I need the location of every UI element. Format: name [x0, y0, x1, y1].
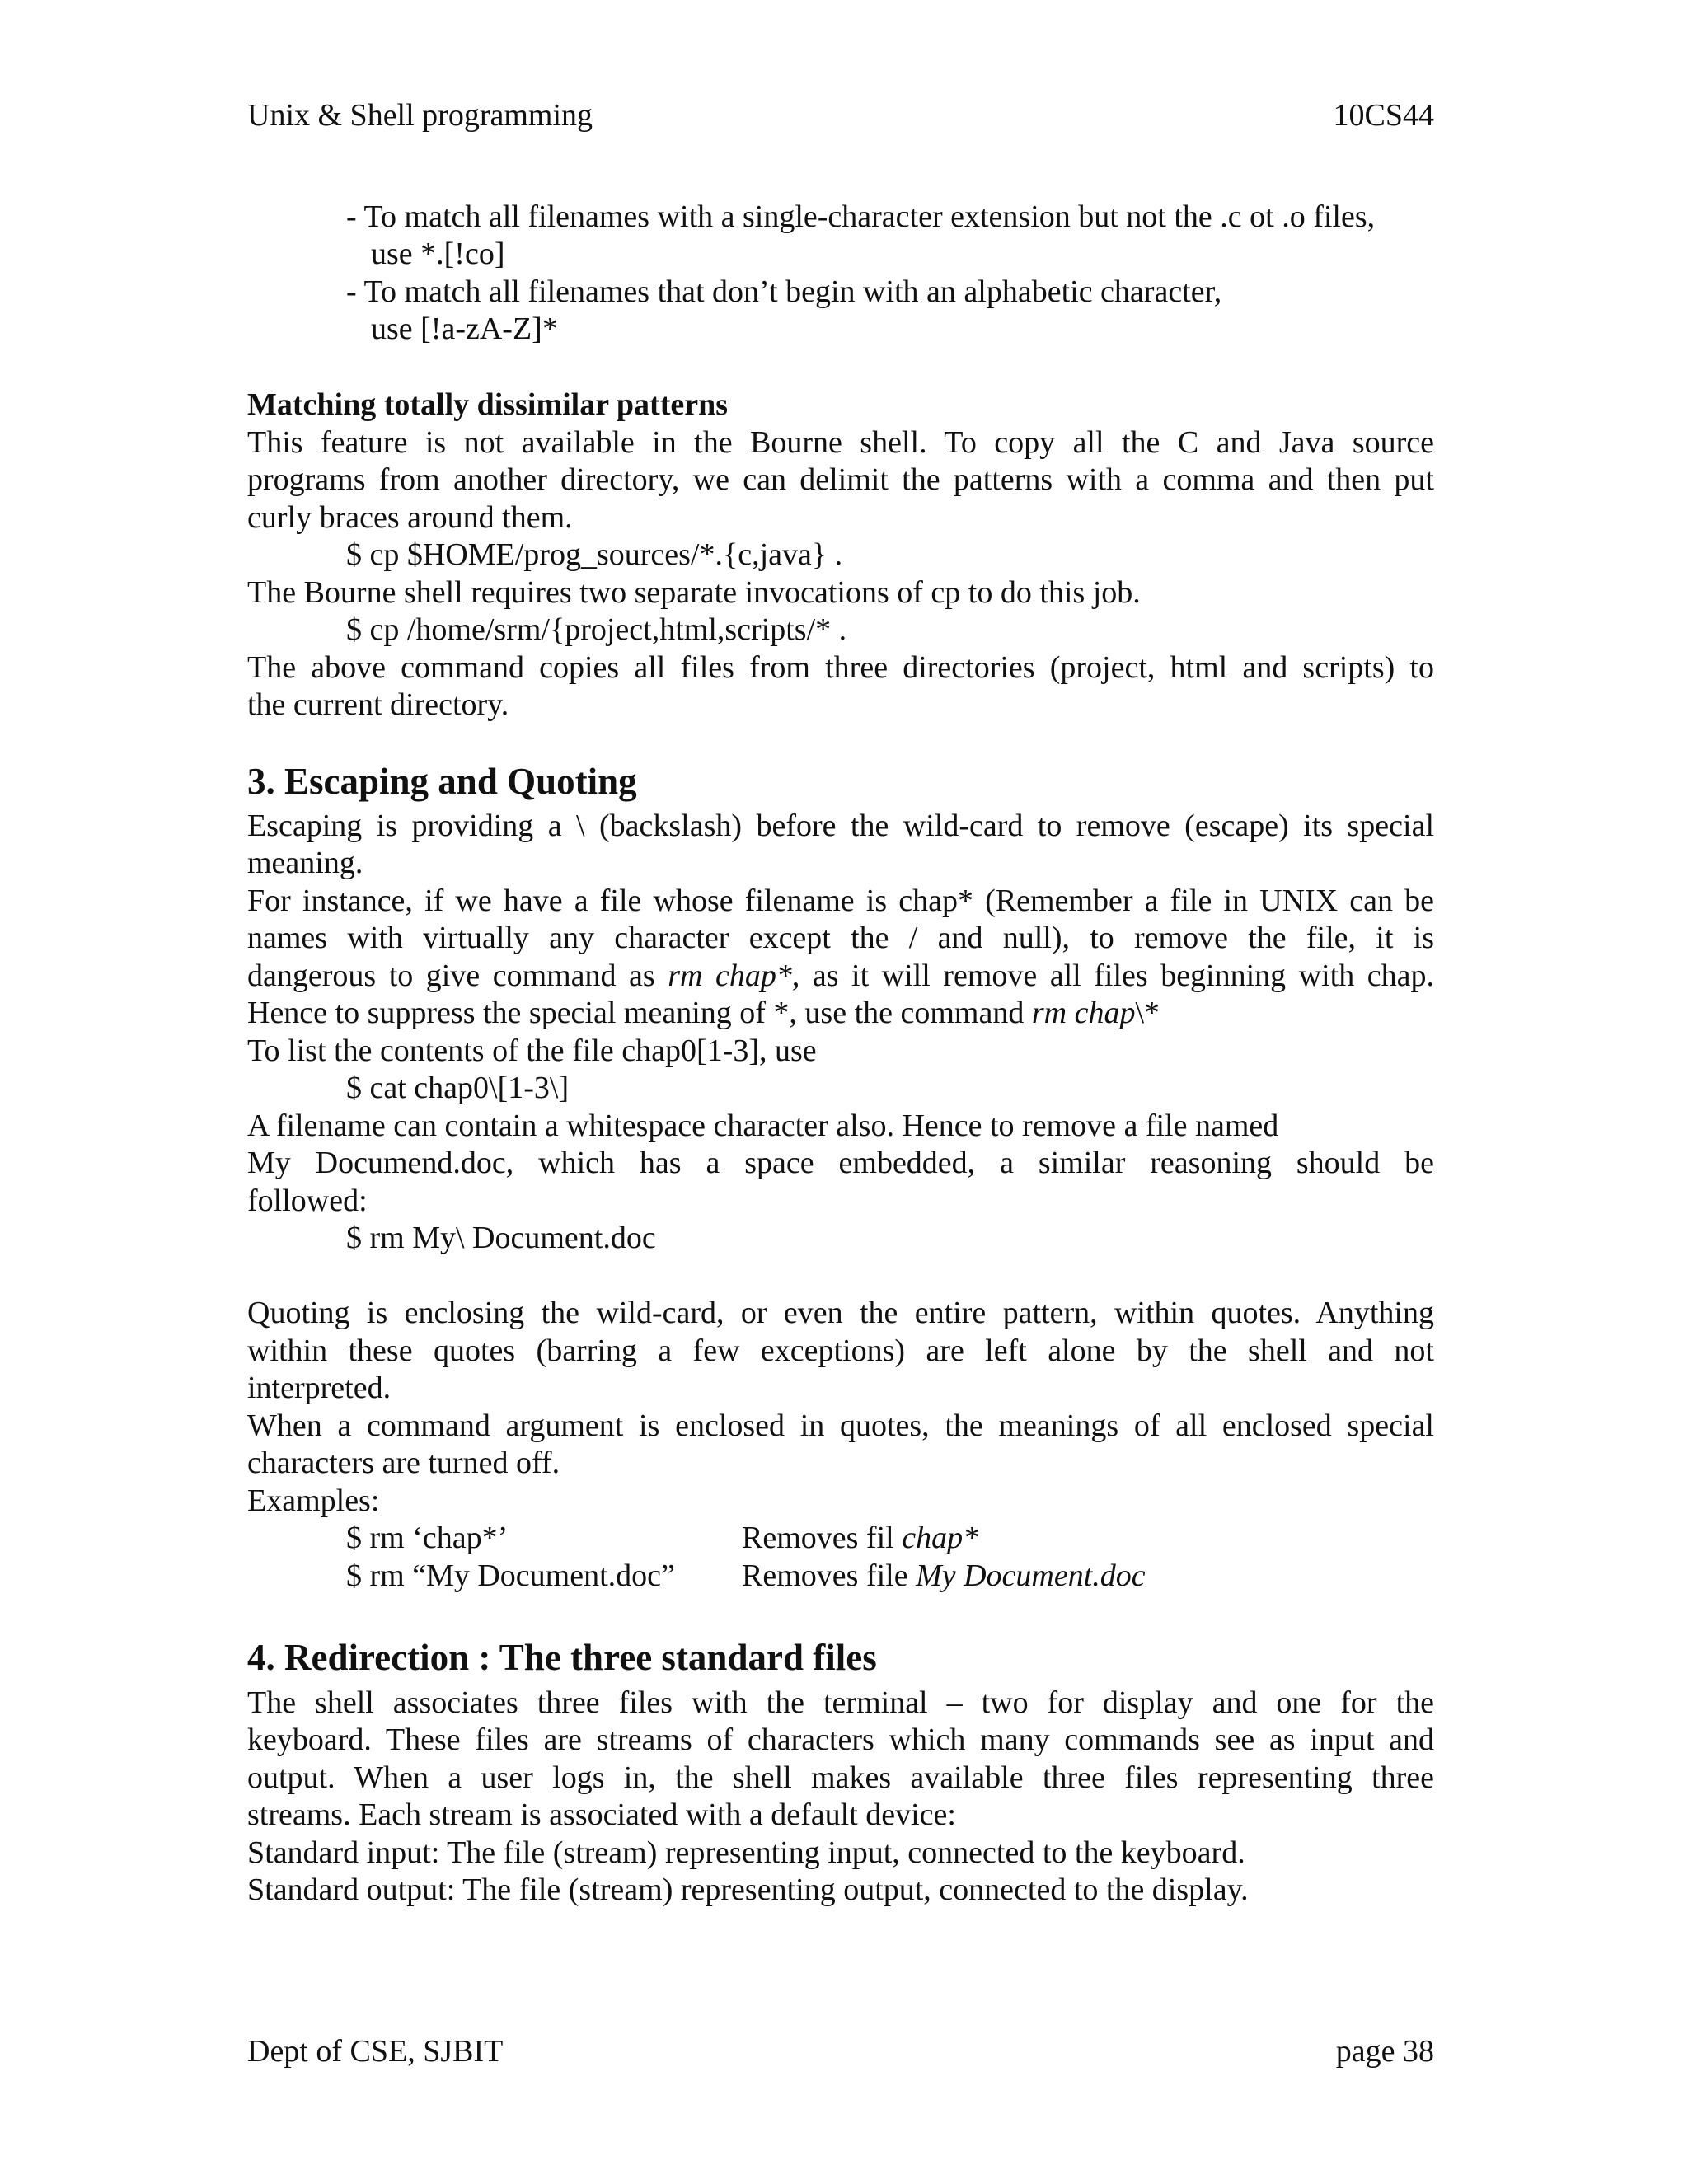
header-code: 10CS44	[1333, 98, 1434, 133]
matching-cmd-1: $ cp $HOME/prog_sources/*.{c,java} .	[346, 537, 843, 572]
example-row-2-desc: Removes file My Document.doc	[742, 1558, 1146, 1593]
matching-p1-line-3: curly braces around them.	[247, 500, 573, 535]
escaping-p4-line-1: A filename can contain a whitespace character also. Hence to remove a file named	[247, 1108, 1279, 1143]
escaping-cmd-2: $ rm My\ Document.doc	[346, 1221, 656, 1255]
escaping-p4-line-3: followed:	[247, 1183, 368, 1218]
example-row-1-cmd: $ rm ‘chap*’	[346, 1521, 509, 1555]
bullet-1-line-2: use *.[!co]	[371, 237, 505, 271]
quoting-p1-line-2: within these quotes (barring a few exceptions) are left alone by the shell and not	[247, 1333, 1434, 1368]
escaping-p2-line-4: Hence to suppress the special meaning of *, use the command rm chap\*	[247, 996, 1160, 1030]
escaping-p2-line-3: dangerous to give command as rm chap*, as it will remove all files beginning with chap.	[247, 958, 1434, 993]
redirection-p1-line-2: keyboard. These files are streams of characters which many commands see as input and	[247, 1722, 1434, 1757]
quoting-p2-line-2: characters are turned off.	[247, 1446, 560, 1480]
bullet-2-line-2: use [!a-zA-Z]*	[371, 312, 558, 346]
escaping-p3: To list the contents of the file chap0[1-3], use	[247, 1033, 817, 1068]
quoting-p1-line-3: interpreted.	[247, 1371, 392, 1405]
redirection-heading: 4. Redirection : The three standard files	[247, 1637, 877, 1678]
footer-page-number: page 38	[1335, 2034, 1434, 2069]
redirection-p2: Standard input: The file (stream) representing input, connected to the keyboard.	[247, 1835, 1245, 1870]
header-title: Unix & Shell programming	[247, 98, 593, 133]
escaping-p1-line-1: Escaping is providing a \ (backslash) before the wild-card to remove (escape) its special	[247, 808, 1434, 843]
matching-p1-line-2: programs from another directory, we can delimit the patterns with a comma and then put	[247, 462, 1434, 497]
examples-label: Examples:	[247, 1483, 380, 1518]
quoting-p1-line-1: Quoting is enclosing the wild-card, or even the entire pattern, within quotes. Anything	[247, 1296, 1434, 1330]
escaping-p4-line-2: My Documend.doc, which has a space embedded, a similar reasoning should be	[247, 1146, 1434, 1180]
escaping-heading: 3. Escaping and Quoting	[247, 761, 637, 802]
matching-p2: The Bourne shell requires two separate invocations of cp to do this job.	[247, 575, 1141, 610]
redirection-p1-line-4: streams. Each stream is associated with a default device:	[247, 1797, 956, 1832]
escaping-cmd-1: $ cat chap0\[1-3\]	[346, 1071, 570, 1105]
escaping-p2-line-1: For instance, if we have a file whose filename is chap* (Remember a file in UNIX can be	[247, 883, 1434, 918]
matching-p1-line-1: This feature is not available in the Bourne shell. To copy all the C and Java source	[247, 425, 1434, 460]
document-page	[247, 0, 1434, 2184]
matching-p3-line-1: The above command copies all files from three directories (project, html and scripts) to	[247, 650, 1434, 685]
matching-p3-line-2: the current directory.	[247, 687, 509, 722]
footer-dept: Dept of CSE, SJBIT	[247, 2034, 504, 2069]
redirection-p1-line-3: output. When a user logs in, the shell makes available three files representing three	[247, 1760, 1434, 1795]
example-row-1-desc: Removes fil chap*	[742, 1521, 979, 1555]
matching-cmd-2: $ cp /home/srm/{project,html,scripts/* .	[346, 612, 847, 647]
redirection-p3: Standard output: The file (stream) representing output, connected to the display.	[247, 1872, 1249, 1907]
bullet-1-line-1: - To match all filenames with a single-character extension but not the .c ot .o files,	[346, 199, 1376, 234]
quoting-p2-line-1: When a command argument is enclosed in quotes, the meanings of all enclosed special	[247, 1408, 1434, 1443]
example-row-2-cmd: $ rm “My Document.doc”	[346, 1558, 675, 1593]
matching-heading: Matching totally dissimilar patterns	[247, 387, 729, 422]
escaping-p2-line-2: names with virtually any character except the / and null), to remove the file, it is	[247, 921, 1434, 955]
escaping-p1-line-2: meaning.	[247, 846, 363, 880]
bullet-2-line-1: - To match all filenames that don’t begin with an alphabetic character,	[346, 274, 1222, 309]
redirection-p1-line-1: The shell associates three files with the terminal – two for display and one for the	[247, 1685, 1434, 1720]
